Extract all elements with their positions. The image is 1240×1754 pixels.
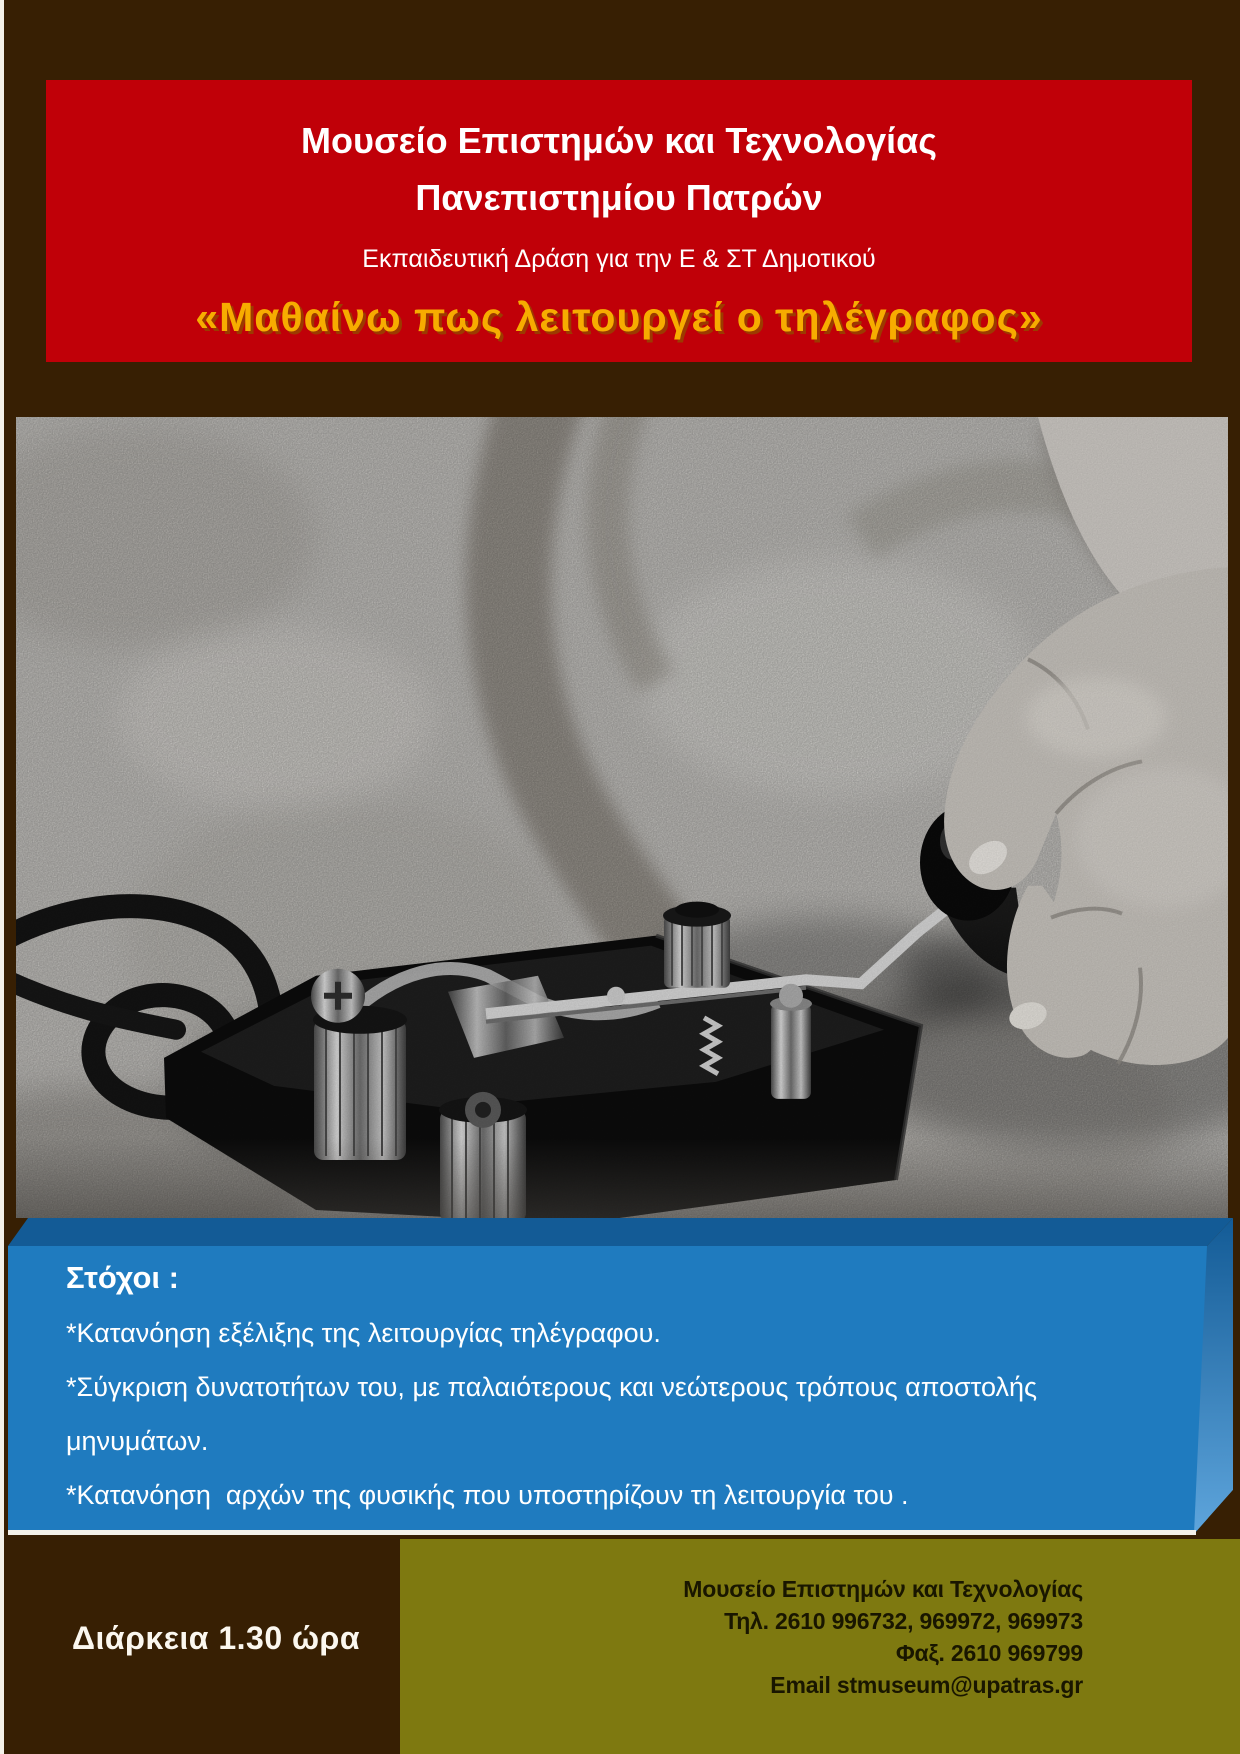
goal-item: *Κατανόηση εξέλιξης της λειτουργίας τηλέγραφου. <box>66 1318 661 1348</box>
goals-heading: Στόχοι : <box>66 1260 179 1295</box>
contact-box <box>400 1539 1240 1754</box>
museum-title-line2: Πανεπιστημίου Πατρών <box>415 177 823 219</box>
contact-phone: Τηλ. 2610 996732, 969972, 969973 <box>724 1608 1083 1634</box>
contact-fax: Φαξ. 2610 969799 <box>895 1640 1083 1666</box>
duration-text: Διάρκεια 1.30 ώρα <box>72 1620 361 1656</box>
telegraph-photo-art <box>16 417 1228 1218</box>
museum-title-line1: Μουσείο Επιστημών και Τεχνολογίας <box>301 120 937 161</box>
goal-item: *Κατανόηση αρχών της φυσικής που υποστηρίζουν τη λειτουργία του . <box>66 1480 909 1510</box>
program-title: «Μαθαίνω πως λειτουργεί ο τηλέγραφος» <box>195 293 1043 340</box>
goals-panel <box>8 1218 1233 1538</box>
goals-content <box>8 1218 1233 1522</box>
left-edge-highlight <box>0 0 4 1754</box>
activity-subtitle: Εκπαιδευτική Δράση για την Ε & ΣΤ Δημοτικού <box>362 244 876 273</box>
contact-museum-name: Μουσείο Επιστημών και Τεχνολογίας <box>683 1576 1083 1602</box>
header-banner <box>46 80 1192 362</box>
contact-email: Email stmuseum@upatras.gr <box>770 1672 1083 1698</box>
goal-item: *Σύγκριση δυνατοτήτων του, με παλαιότερους και νεώτερους τρόπους αποστολής μηνυμάτων. <box>66 1372 1045 1456</box>
photo-grain <box>16 417 1228 1218</box>
telegraph-photo <box>16 417 1228 1218</box>
